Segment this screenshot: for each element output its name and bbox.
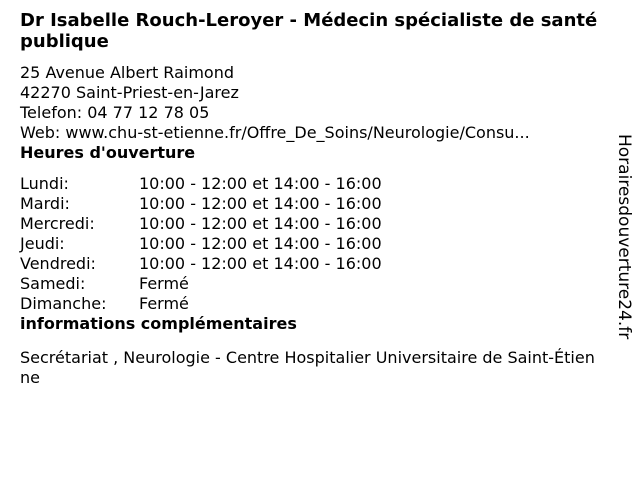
opening-hours-table: [20, 174, 604, 314]
web-line: [20, 123, 604, 143]
web-label: Web:: [20, 123, 61, 142]
additional-info-text: Secrétariat , Neurologie - Centre Hospitalier Universitaire de Saint-Étienne: [20, 348, 595, 387]
hours-row-saturday: [20, 274, 604, 294]
day-label: Jeudi:: [20, 234, 65, 253]
site-brand-watermark[interactable]: Horairesdouverture24.fr: [614, 134, 634, 340]
hours-row-sunday: [20, 294, 604, 314]
hours-row-tuesday: [20, 194, 604, 214]
day-label: Mardi:: [20, 194, 70, 213]
day-label: Lundi:: [20, 174, 69, 193]
hours-value: 10:00 - 12:00 et 14:00 - 16:00: [139, 254, 382, 273]
hours-row-wednesday: [20, 214, 604, 234]
address-block: [20, 63, 604, 143]
additional-info-heading: informations complémentaires: [20, 314, 297, 333]
hours-row-friday: [20, 254, 604, 274]
street-address: 25 Avenue Albert Raimond: [20, 63, 234, 82]
hours-value: 10:00 - 12:00 et 14:00 - 16:00: [139, 174, 382, 193]
phone-label: Telefon:: [20, 103, 83, 122]
website-link[interactable]: www.chu-st-etienne.fr/Offre_De_Soins/Neurologie/Consu...: [65, 123, 530, 142]
phone-number[interactable]: 04 77 12 78 05: [87, 103, 210, 122]
hours-value: 10:00 - 12:00 et 14:00 - 16:00: [139, 214, 382, 233]
day-label: Vendredi:: [20, 254, 96, 273]
hours-value: Fermé: [139, 294, 189, 313]
hours-row-thursday: [20, 234, 604, 254]
hours-row-monday: [20, 174, 604, 194]
day-label: Mercredi:: [20, 214, 95, 233]
hours-value: 10:00 - 12:00 et 14:00 - 16:00: [139, 234, 382, 253]
main-content: [20, 10, 604, 388]
page-title: Dr Isabelle Rouch-Leroyer - Médecin spécialiste de santé publique: [20, 10, 598, 52]
day-label: Samedi:: [20, 274, 86, 293]
hours-value: 10:00 - 12:00 et 14:00 - 16:00: [139, 194, 382, 213]
phone-line: [20, 103, 604, 123]
hours-value: Fermé: [139, 274, 189, 293]
opening-hours-heading: Heures d'ouverture: [20, 143, 196, 162]
city-address: 42270 Saint-Priest-en-Jarez: [20, 83, 239, 102]
day-label: Dimanche:: [20, 294, 107, 313]
